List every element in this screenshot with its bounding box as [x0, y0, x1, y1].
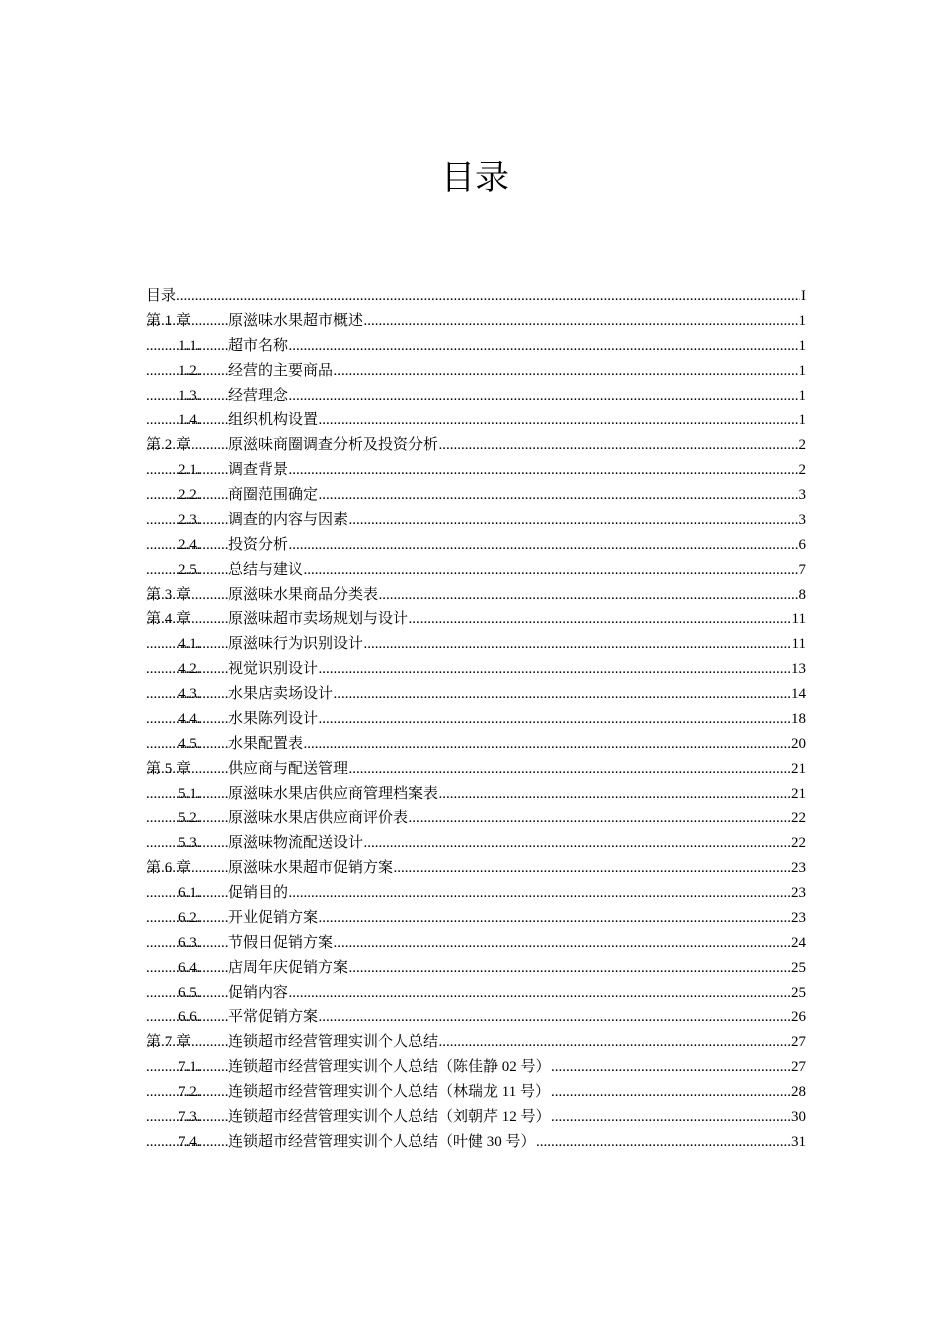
toc-entry-page: 1	[798, 408, 807, 433]
toc-entry-number: 4.2.	[178, 661, 201, 678]
toc-entry-label: 商圈范围确定	[228, 483, 319, 508]
toc-entry-page: 24	[790, 931, 806, 956]
toc-entry-page: 3	[798, 508, 807, 533]
toc-entry-number: 1.1.	[178, 337, 201, 354]
toc-entry-label: 供应商与配送管理	[228, 757, 349, 782]
toc-entry-label: 节假日促销方案	[228, 931, 334, 956]
toc-entry[interactable]	[146, 881, 806, 906]
toc-entry[interactable]	[146, 757, 806, 782]
toc-entry-label: 组织机构设置	[228, 408, 319, 433]
toc-entry-number: 6.5.	[178, 984, 201, 1001]
toc-entry-number: 第 4 章	[146, 611, 192, 628]
toc-entry-page: 22	[790, 831, 806, 856]
toc-entry[interactable]	[146, 657, 806, 682]
toc-entry-label: 平常促销方案	[228, 1005, 319, 1030]
toc-entry-number: 5.1.	[178, 785, 201, 802]
toc-entry-page: 28	[790, 1080, 806, 1105]
toc-entry-number: 4.3.	[178, 686, 201, 702]
toc-entry-number: 2.4.	[178, 536, 201, 553]
toc-entry-page: 14	[790, 682, 806, 707]
toc-entry-label: 原滋味超市卖场规划与设计	[228, 607, 409, 632]
toc-entry[interactable]	[146, 956, 806, 981]
toc-entry[interactable]	[146, 931, 806, 956]
toc-entry-number: 2.1.	[178, 462, 201, 479]
toc-entry-number: 第 2 章	[146, 437, 192, 454]
toc-entry-label: 目录	[146, 284, 177, 309]
toc-entry-label: 连锁超市经营管理实训个人总结（叶健 30 号）	[228, 1130, 537, 1155]
toc-entry[interactable]	[146, 632, 806, 657]
toc-entry-label: 原滋味水果商品分类表	[228, 583, 379, 608]
toc-entry-label: 水果配置表	[228, 732, 304, 757]
toc-entry-page: 1	[798, 384, 807, 409]
toc-entry-number: 1.4.	[178, 412, 201, 429]
toc-entry[interactable]	[146, 483, 806, 508]
toc-entry-page: 31	[790, 1130, 806, 1155]
toc-entry-page: 20	[790, 732, 806, 757]
toc-entry-number: 2.5.	[178, 561, 201, 578]
toc-entry-page: 23	[790, 906, 806, 931]
toc-entry-page: 11	[791, 607, 806, 632]
toc-entry-label: 连锁超市经营管理实训个人总结（林瑞龙 11 号）	[228, 1080, 551, 1105]
toc-entry-label: 开业促销方案	[228, 906, 319, 931]
toc-entry-page: 2	[798, 458, 807, 483]
toc-entry-page: 13	[790, 657, 806, 682]
toc-entry-page: 1	[798, 359, 807, 384]
toc-entry-number: 1.3.	[178, 387, 201, 404]
toc-entry-label: 超市名称	[228, 334, 289, 359]
toc-entry[interactable]	[146, 284, 806, 309]
toc-entry-label: 店周年庆促销方案	[228, 956, 349, 981]
toc-entry[interactable]	[146, 682, 806, 707]
toc-entry[interactable]	[146, 533, 806, 558]
toc-entry-page: 25	[790, 956, 806, 981]
toc-entry-page: 1	[798, 309, 807, 334]
toc-entry[interactable]	[146, 583, 806, 608]
toc-entry-label: 连锁超市经营管理实训个人总结	[228, 1030, 439, 1055]
toc-entry-page: 2	[798, 433, 807, 458]
toc-entry-label: 水果陈列设计	[228, 707, 319, 732]
toc-entry-label: 原滋味水果店供应商评价表	[228, 806, 409, 831]
toc-entry[interactable]	[146, 359, 806, 384]
toc-entry-page: 26	[790, 1005, 806, 1030]
toc-entry[interactable]	[146, 1105, 806, 1130]
table-of-contents	[146, 284, 806, 1155]
toc-entry-page: 8	[798, 583, 807, 608]
toc-entry[interactable]	[146, 1055, 806, 1080]
toc-entry-label: 调查背景	[228, 458, 289, 483]
toc-entry-label: 原滋味商圈调查分析及投资分析	[228, 433, 439, 458]
toc-entry-number: 第 7 章	[146, 1034, 192, 1051]
toc-entry-page: 6	[798, 533, 807, 558]
toc-entry-label: 促销内容	[228, 981, 289, 1006]
toc-entry-label: 调查的内容与因素	[228, 508, 349, 533]
toc-entry[interactable]	[146, 1130, 806, 1155]
toc-entry-page: 3	[798, 483, 807, 508]
toc-entry[interactable]	[146, 334, 806, 359]
toc-entry-number: 2.3.	[178, 511, 201, 528]
toc-entry[interactable]	[146, 782, 806, 807]
toc-entry-number: 4.5.	[178, 735, 201, 752]
toc-entry-page: 1	[798, 334, 807, 359]
toc-entry[interactable]	[146, 906, 806, 931]
toc-entry[interactable]	[146, 981, 806, 1006]
toc-entry[interactable]	[146, 1005, 806, 1030]
toc-entry-number: 4.1.	[178, 636, 201, 653]
toc-entry-page: 11	[791, 632, 806, 657]
toc-entry-number: 6.4.	[178, 959, 201, 976]
toc-entry[interactable]	[146, 1030, 806, 1055]
toc-entry-number: 第 1 章	[146, 312, 192, 329]
toc-entry-label: 经营理念	[228, 384, 289, 409]
toc-entry-number: 第 6 章	[146, 860, 192, 877]
toc-entry-number: 1.2.	[178, 362, 201, 379]
toc-entry-number: 第 3 章	[146, 586, 192, 603]
toc-entry[interactable]	[146, 707, 806, 732]
toc-entry-number: 7.2.	[178, 1084, 201, 1100]
toc-entry-label: 原滋味行为识别设计	[228, 632, 364, 657]
toc-entry-number: 6.3.	[178, 934, 201, 951]
toc-entry[interactable]	[146, 408, 806, 433]
toc-entry-page: 21	[790, 757, 806, 782]
toc-leader-dots	[146, 284, 806, 309]
toc-entry-label: 连锁超市经营管理实训个人总结（陈佳静 02 号）	[228, 1055, 552, 1080]
toc-entry-label: 视觉识别设计	[228, 657, 319, 682]
toc-entry[interactable]	[146, 1080, 806, 1105]
toc-entry-page: 21	[790, 782, 806, 807]
toc-entry[interactable]	[146, 856, 806, 881]
toc-entry-label: 水果店卖场设计	[228, 682, 334, 707]
toc-entry[interactable]	[146, 508, 806, 533]
toc-entry-page: 22	[790, 806, 806, 831]
toc-entry[interactable]	[146, 384, 806, 409]
toc-entry[interactable]	[146, 433, 806, 458]
toc-entry-label: 原滋味水果超市概述	[228, 309, 364, 334]
toc-entry-number: 6.2.	[178, 909, 201, 926]
toc-entry-number: 7.1.	[178, 1059, 201, 1076]
toc-entry-number: 5.2.	[178, 810, 201, 827]
toc-entry[interactable]	[146, 458, 806, 483]
toc-entry-number: 2.2.	[178, 487, 201, 503]
toc-entry[interactable]	[146, 309, 806, 334]
toc-entry-number: 5.3.	[178, 835, 201, 852]
toc-entry-label: 连锁超市经营管理实训个人总结（刘朝芹 12 号）	[228, 1105, 552, 1130]
toc-entry-number: 6.6.	[178, 1009, 201, 1026]
toc-entry-number: 7.4.	[178, 1133, 201, 1150]
toc-entry-page: 27	[790, 1030, 806, 1055]
toc-entry-page: 25	[790, 981, 806, 1006]
toc-entry-label: 促销目的	[228, 881, 289, 906]
toc-entry-page: 18	[790, 707, 806, 732]
toc-entry-label: 原滋味水果店供应商管理档案表	[228, 782, 439, 807]
toc-entry[interactable]	[146, 831, 806, 856]
toc-entry-page: 30	[790, 1105, 806, 1130]
toc-entry-label: 原滋味水果超市促销方案	[228, 856, 394, 881]
toc-entry[interactable]	[146, 732, 806, 757]
toc-entry-label: 经营的主要商品	[228, 359, 334, 384]
toc-entry-page: 23	[790, 881, 806, 906]
toc-entry-label: 总结与建议	[228, 558, 304, 583]
toc-entry[interactable]	[146, 558, 806, 583]
toc-entry-page: 27	[790, 1055, 806, 1080]
toc-entry-label: 投资分析	[228, 533, 289, 558]
page-title: 目录	[441, 158, 509, 198]
toc-entry[interactable]	[146, 607, 806, 632]
toc-entry-page: I	[800, 284, 806, 309]
toc-entry-page: 23	[790, 856, 806, 881]
toc-entry-page: 7	[798, 558, 807, 583]
toc-entry-number: 7.3.	[178, 1108, 201, 1125]
toc-entry-number: 第 5 章	[146, 760, 192, 777]
toc-entry[interactable]	[146, 806, 806, 831]
toc-entry-number: 4.4.	[178, 710, 201, 727]
toc-entry-label: 原滋味物流配送设计	[228, 831, 364, 856]
toc-entry-number: 6.1.	[178, 885, 201, 901]
